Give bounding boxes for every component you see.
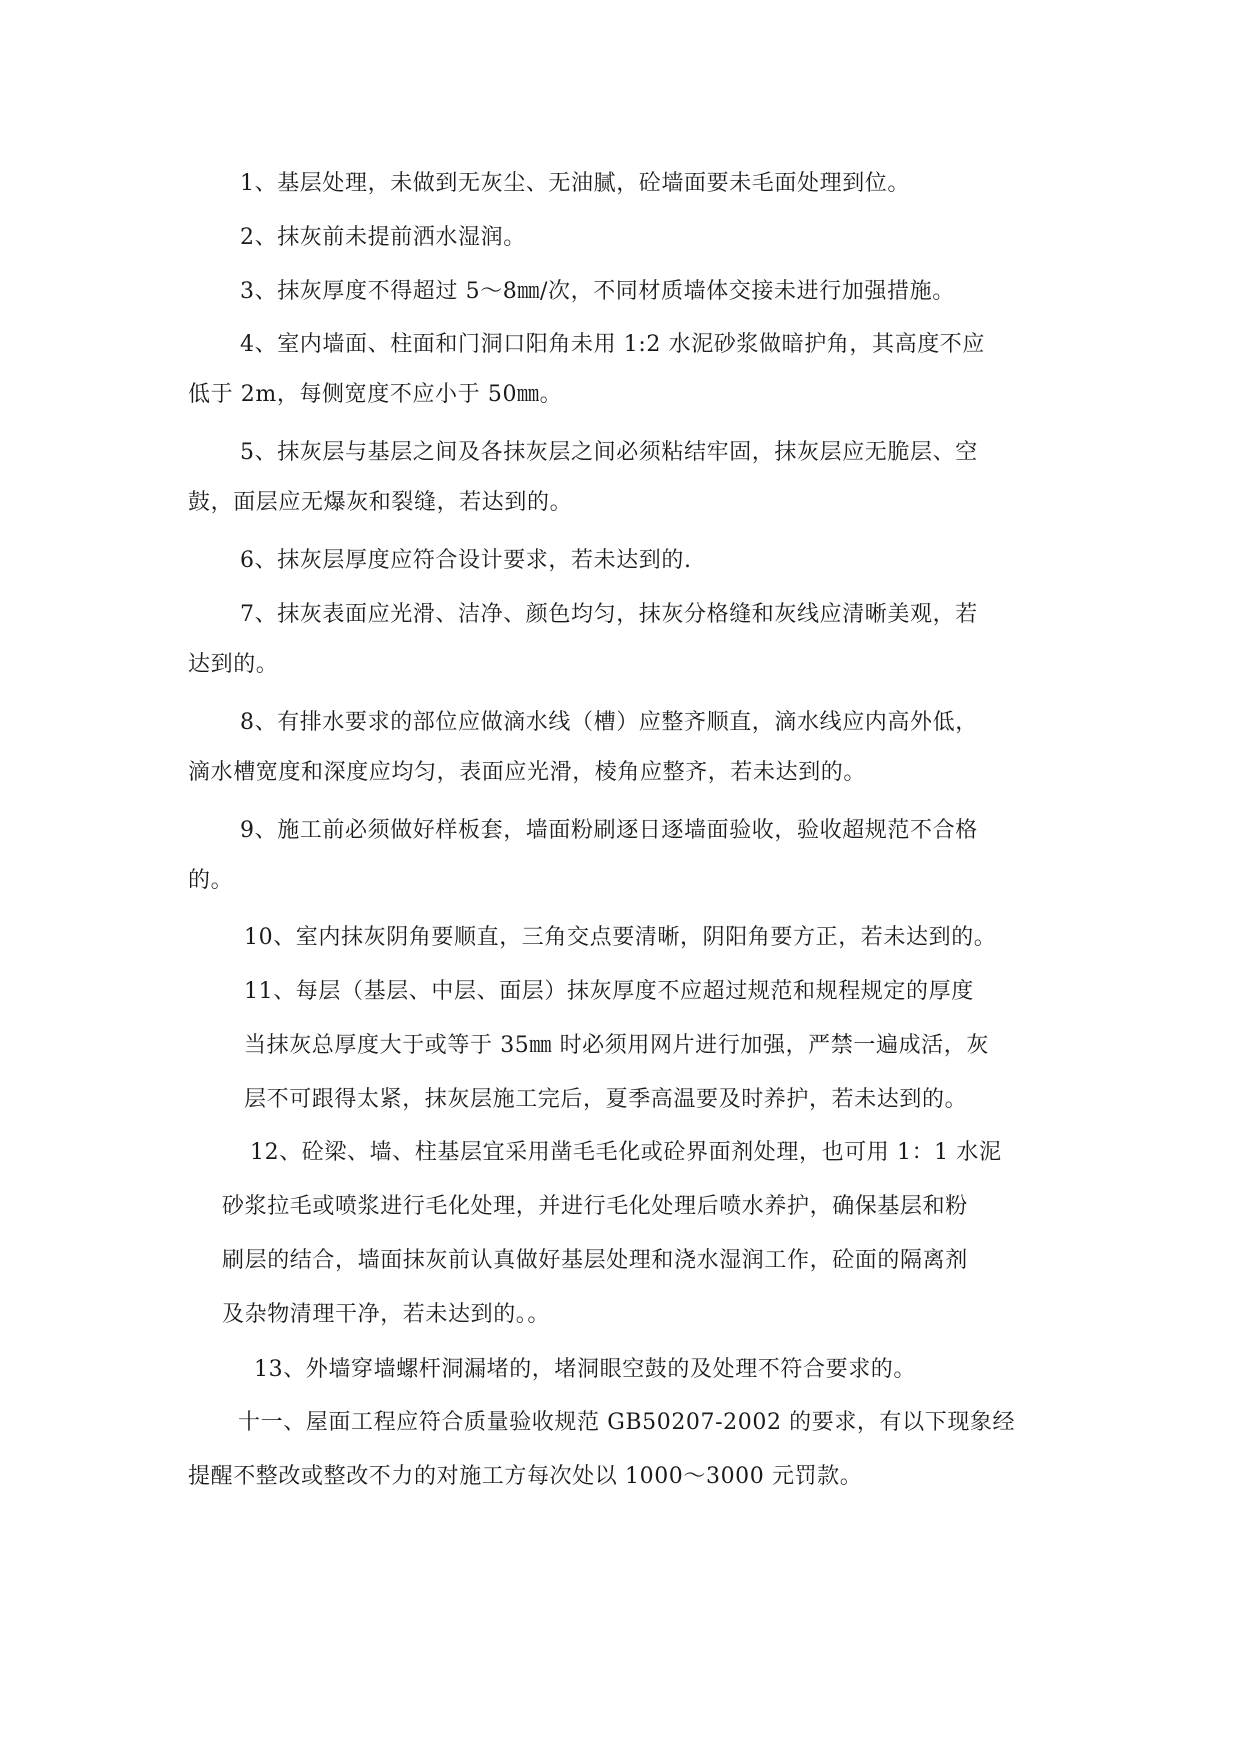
section-11-line-1: 十一、屋面工程应符合质量验收规范 GB50207-2002 的要求，有以下现象经 — [238, 1410, 1016, 1435]
item-11-line-2: 当抹灰总厚度大于或等于 35㎜ 时必须用网片进行加强，严禁一遍成活，灰 — [244, 1033, 989, 1058]
item-9-line-2: 的。 — [188, 868, 234, 893]
item-13-line-1: 13、外墙穿墙螺杆洞漏堵的，堵洞眼空鼓的及处理不符合要求的。 — [254, 1357, 916, 1382]
item-9 — [188, 806, 978, 906]
item-12-line-1: 12、砼梁、墙、柱基层宜采用凿毛毛化或砼界面剂处理，也可用 1：1 水泥 — [250, 1140, 1002, 1165]
item-8 — [188, 698, 978, 798]
item-13 — [254, 1345, 916, 1395]
item-11-line-3: 层不可跟得太紧，抹灰层施工完后，夏季高温要及时养护，若未达到的。 — [244, 1087, 968, 1112]
item-12-line-2: 砂浆拉毛或喷浆进行毛化处理，并进行毛化处理后喷水养护，确保基层和粉 — [222, 1194, 968, 1219]
item-7-line-1: 7、抹灰表面应光滑、洁净、颜色均匀，抹灰分格缝和灰线应清晰美观，若 — [240, 602, 978, 627]
item-5 — [188, 428, 978, 528]
section-11-heading — [188, 1398, 1015, 1502]
item-7 — [188, 590, 978, 690]
item-10 — [244, 913, 996, 963]
item-11-line-1: 11、每层（基层、中层、面层）抹灰厚度不应超过规范和规程规定的厚度 — [244, 979, 974, 1004]
item-4-line-2: 低于 2m，每侧宽度不应小于 50㎜。 — [188, 382, 563, 407]
item-10-line-1: 10、室内抹灰阴角要顺直，三角交点要清晰，阴阳角要方正，若未达到的。 — [244, 925, 997, 950]
item-3 — [240, 267, 955, 317]
item-2 — [240, 213, 526, 263]
section-11-line-2: 提醒不整改或整改不力的对施工方每次处以 1000～3000 元罚款。 — [188, 1464, 863, 1489]
item-3-line-1: 3、抹灰厚度不得超过 5～8㎜/次，不同材质墙体交接未进行加强措施。 — [240, 279, 955, 304]
item-5-line-2: 鼓，面层应无爆灰和裂缝，若达到的。 — [188, 490, 573, 515]
item-12-line-3: 刷层的结合，墙面抹灰前认真做好基层处理和浇水湿润工作，砼面的隔离剂 — [222, 1248, 968, 1273]
item-6-line-1: 6、抹灰层厚度应符合设计要求，若未达到的. — [240, 548, 692, 573]
item-12 — [222, 1128, 1002, 1340]
item-2-line-1: 2、抹灰前未提前洒水湿润。 — [240, 225, 526, 250]
item-5-line-1: 5、抹灰层与基层之间及各抹灰层之间必须粘结牢固，抹灰层应无脆层、空 — [240, 440, 978, 465]
item-4 — [188, 320, 985, 420]
item-11 — [244, 967, 989, 1125]
item-4-line-1: 4、室内墙面、柱面和门洞口阳角未用 1:2 水泥砂浆做暗护角，其高度不应 — [240, 332, 985, 357]
item-1-line-1: 1、基层处理，未做到无灰尘、无油腻，砼墙面要未毛面处理到位。 — [240, 171, 910, 196]
item-12-line-4: 及杂物清理干净，若未达到的。。 — [222, 1302, 551, 1327]
item-9-line-1: 9、施工前必须做好样板套，墙面粉刷逐日逐墙面验收，验收超规范不合格 — [240, 818, 978, 843]
item-1 — [240, 159, 910, 209]
item-7-line-2: 达到的。 — [188, 652, 279, 677]
item-6 — [240, 536, 692, 586]
item-8-line-2: 滴水槽宽度和深度应均匀，表面应光滑，棱角应整齐，若未达到的。 — [188, 760, 867, 785]
item-8-line-1: 8、有排水要求的部位应做滴水线（槽）应整齐顺直，滴水线应内高外低， — [240, 710, 978, 735]
